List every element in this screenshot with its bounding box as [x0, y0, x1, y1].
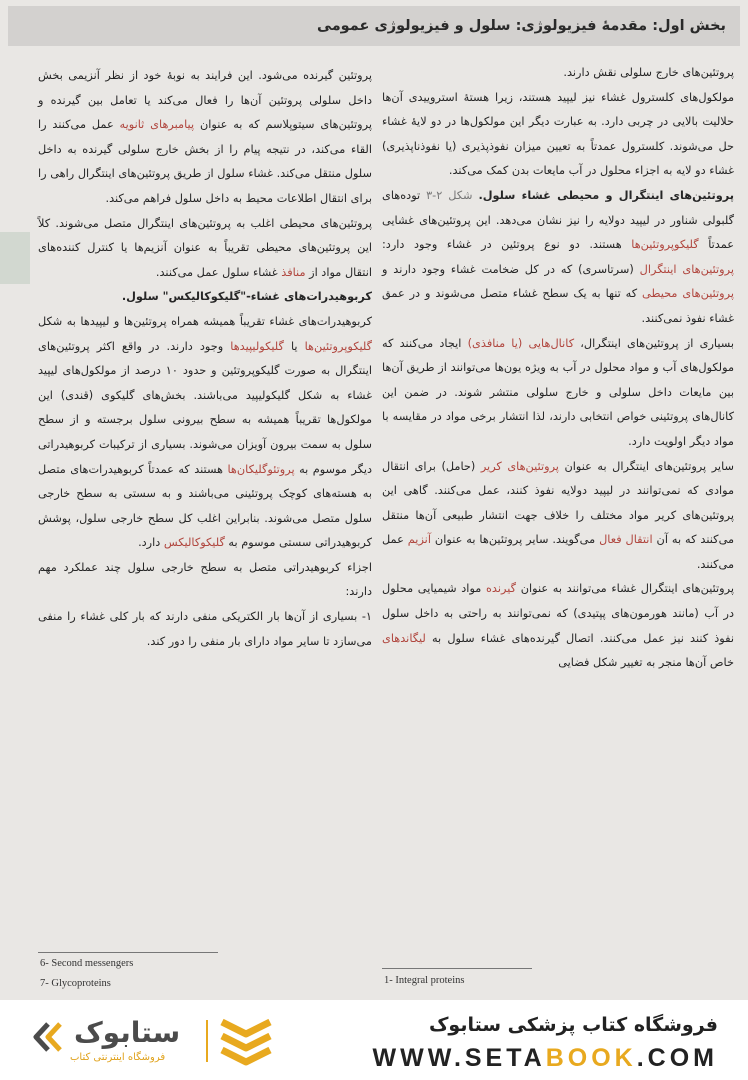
text-run: یا: [290, 339, 298, 353]
paragraph: ۱- بسیاری از آن‌ها بار الکتریکی منفی دارند که بار کلی غشاء را منفی می‌سازد تا سایر مواد دارای بار منفی را دور کند.: [38, 610, 372, 648]
section-heading: کربوهیدرات‌های غشاء-"گلیکوکالیکس" سلول.: [121, 290, 372, 304]
text-run: که تنها به یک سطح غشاء متصل می‌شوند و در عمق غشاء نفوذ نمی‌کنند.: [382, 287, 734, 325]
text-run: دارد.: [138, 536, 161, 550]
text-run: (حامل) برای انتقال موادی که نمی‌توانند در لیپید دولایه نفوذ کنند، عمل می‌کنند. گاهی این پروتئین‌های کریر مواد مختلف را خلاف جهت انتشار طبیعی آن‌ها منتقل می‌کنند که به آن: [382, 459, 735, 547]
text-run: خاص آن‌ها منجر به تغییر شکل فضایی: [558, 656, 734, 670]
text-run: غشاء سلول عمل می‌کنند.: [155, 265, 278, 279]
store-logo[interactable]: [30, 1014, 190, 1070]
term: پروتئین‌های اینتگرال: [639, 262, 734, 276]
paragraph: [382, 577, 734, 675]
footnote: 7- Glycoproteins: [40, 978, 111, 989]
text-run: وجود دارند. در واقع اکثر پروتئین‌های اینتگرال به صورت گلیکوپروتئین و حدود ۱۰ درصد از مولکول‌های لیپید غشاء به شکل گلیکولیپید می‌باشند. بخش‌های گلیکوی (قندی) این مولکول‌ها تقریباً همیشه به سطح بیرونی سلول برجسته و از سطح سلول به سمت بیرون آویزان می‌شوند. بسیاری از ترکیبات کربوهیدراتی دیگر موسوم به: [38, 339, 373, 476]
chevron-logo-icon: [30, 1020, 70, 1054]
book-stack-icon: [218, 1012, 274, 1070]
logo-tagline: فروشگاه اینترنتی کتاب: [70, 1052, 166, 1063]
text-run: هستند که عمدتاً کربوهیدرات‌های متصل به هسته‌های کوچک پروتئینی می‌باشند و به سستی به سطح خارجی سلول متصل می‌شوند. بنابراین اغلب کل سطح خارجی سلول، پوشش کربوهیدراتی سستی موسوم به: [38, 462, 372, 550]
term: گلیکوکالیکس: [163, 536, 225, 550]
paragraph: [38, 64, 372, 212]
footnote: 1- Integral proteins: [384, 975, 465, 986]
banner-divider: [206, 1020, 208, 1062]
text-run: ایجاد می‌کنند که مولکول‌های آب و مواد محلول در آب به ویژه یون‌ها می‌توانند از طریق آن‌ها بین مایعات داخل سلولی و خارج سلولی منتشر شوند. در ضمن این کانال‌های پروتئینی خواص انتخابی دارند، لذا انتشار برخی مواد در مقایسه با مواد دیگر اولویت دارد.: [382, 336, 734, 448]
text-run: توده‌های گلبولی شناور در لیپید دولایه را نیز نشان می‌دهد. این پروتئین‌های غشایی عمدتاً: [382, 188, 735, 252]
text-run: پروتئین‌های اینتگرال غشاء می‌توانند به عنوان: [520, 582, 734, 596]
term: گلیکوپروتئین‌ها: [304, 339, 372, 353]
left-column: [38, 64, 372, 654]
term: (یا منافذی): [467, 336, 523, 350]
text-run: سایر پروتئین‌های اینتگرال به عنوان: [564, 459, 734, 473]
text-run: عمل می‌کنند.: [382, 533, 734, 571]
text-run: پروتئین‌های محیطی اغلب به پروتئین‌های اینتگرال متصل می‌شوند. کلاً این پروتئین‌های محیطی تقریباً به عنوان آنزیم‌ها یا کنترل کننده‌های انتقال مواد از: [38, 216, 372, 279]
url-part: WWW.SETA: [372, 1044, 546, 1072]
paragraph: [382, 184, 734, 332]
text-run: هستند. دو نوع پروتئین در غشاء وجود دارد:: [382, 238, 622, 252]
paragraph: [38, 310, 372, 556]
footnote-rule: [38, 952, 218, 953]
text-run: مواد شیمیایی محلول در آب (مانند هورمون‌های پپتیدی) که نمی‌توانند به راحتی به داخل سلول نفوذ کنند نیز عمل می‌کنند. اتصال گیرنده‌های غشاء سلول به: [382, 582, 735, 645]
store-url[interactable]: [373, 1044, 718, 1073]
logo-wordmark: ستابوک: [74, 1016, 181, 1049]
term: پروتئوگلیکان‌ها: [227, 462, 295, 476]
page-edge-tab: [0, 232, 30, 284]
paragraph: [38, 212, 372, 286]
footnote-rule: [382, 968, 532, 969]
term: لیگاندهای: [382, 631, 426, 645]
paragraph: مولکول‌های کلسترول غشاء نیز لیپید هستند، زیرا هستهٔ استروییدی آن‌ها حلالیت بالایی در چربی دارد. به عبارت دیگر این مولکول‌ها در دو لایهٔ غشاء حل می‌شوند. کلسترول عمدتاً به تعیین میزان نفوذپذیری (یا نفوذناپذیری) غشاء دو لایه به اجزاء محلول در آب مایعات بدن کمک می‌کند.: [382, 90, 734, 178]
text-run: عمل می‌کنند را القاء می‌کند، در نتیجه پیام را از بخش خارج سلولی گیرنده به داخل سلول منتقل می‌کند. غشاء سلول از طریق پروتئین‌های اینتگرال راهی را برای انتقال اطلاعات محیط به داخل سلول فراهم می‌کند.: [38, 118, 372, 205]
term: پیامبرهای ثانویه: [119, 118, 195, 132]
term: گلیکوپروتئین‌ها: [631, 238, 699, 252]
text-run: بسیاری از پروتئین‌های اینتگرال،: [580, 336, 734, 350]
store-name: فروشگاه کتاب پزشکی ستابوک: [428, 1014, 718, 1036]
term: کانال‌هایی: [528, 336, 575, 350]
right-column: [382, 61, 734, 676]
store-banner: [0, 1000, 748, 1080]
term: انتقال فعال: [599, 533, 653, 547]
url-part-accent: BOOK: [545, 1044, 637, 1072]
text-run: کربوهیدرات‌های غشاء تقریباً همیشه همراه پروتئین‌ها و لیپیدها به شکل: [38, 314, 372, 328]
term: منافذ: [281, 265, 306, 279]
term: آنزیم: [407, 533, 431, 547]
term: پروتئین‌های محیطی: [642, 287, 734, 301]
paragraph: پروتئین‌های خارج سلولی نقش دارند.: [563, 66, 734, 79]
term: پروتئین‌های کریر: [480, 459, 559, 473]
section-heading: پروتئین‌های اینتگرال و محیطی غشاء سلول.: [478, 188, 735, 202]
paragraph: [382, 455, 734, 578]
chapter-header: [8, 6, 740, 46]
figure-reference: شکل ۲-۳: [426, 188, 473, 202]
text-run: پروتئین گیرنده می‌شود. این فرایند به نوبهٔ خود از نظر آنزیمی بخش داخل سلولی پروتئین آن‌ها را فعال می‌کند یا تعامل بین گیرنده و پروتئین‌های سیتوپلاسم که به عنوان: [38, 69, 372, 132]
paragraph: اجزاء کربوهیدراتی متصل به سطح خارجی سلول چند عملکرد مهم دارند:: [38, 560, 372, 599]
chapter-title: بخش اول: مقدمهٔ فیزیولوژی: سلول و فیزیولوژی عمومی: [317, 18, 726, 34]
term: گلیکولیپیدها: [230, 339, 284, 353]
paragraph: [382, 332, 734, 455]
text-run: (سرتاسری) که در کل ضخامت غشاء وجود دارند و: [382, 262, 634, 276]
text-run: می‌گویند. سایر پروتئین‌ها به عنوان: [434, 533, 596, 547]
footnote: 6- Second messengers: [40, 958, 134, 969]
url-part: .COM: [636, 1044, 718, 1072]
term: گیرنده: [486, 582, 517, 596]
